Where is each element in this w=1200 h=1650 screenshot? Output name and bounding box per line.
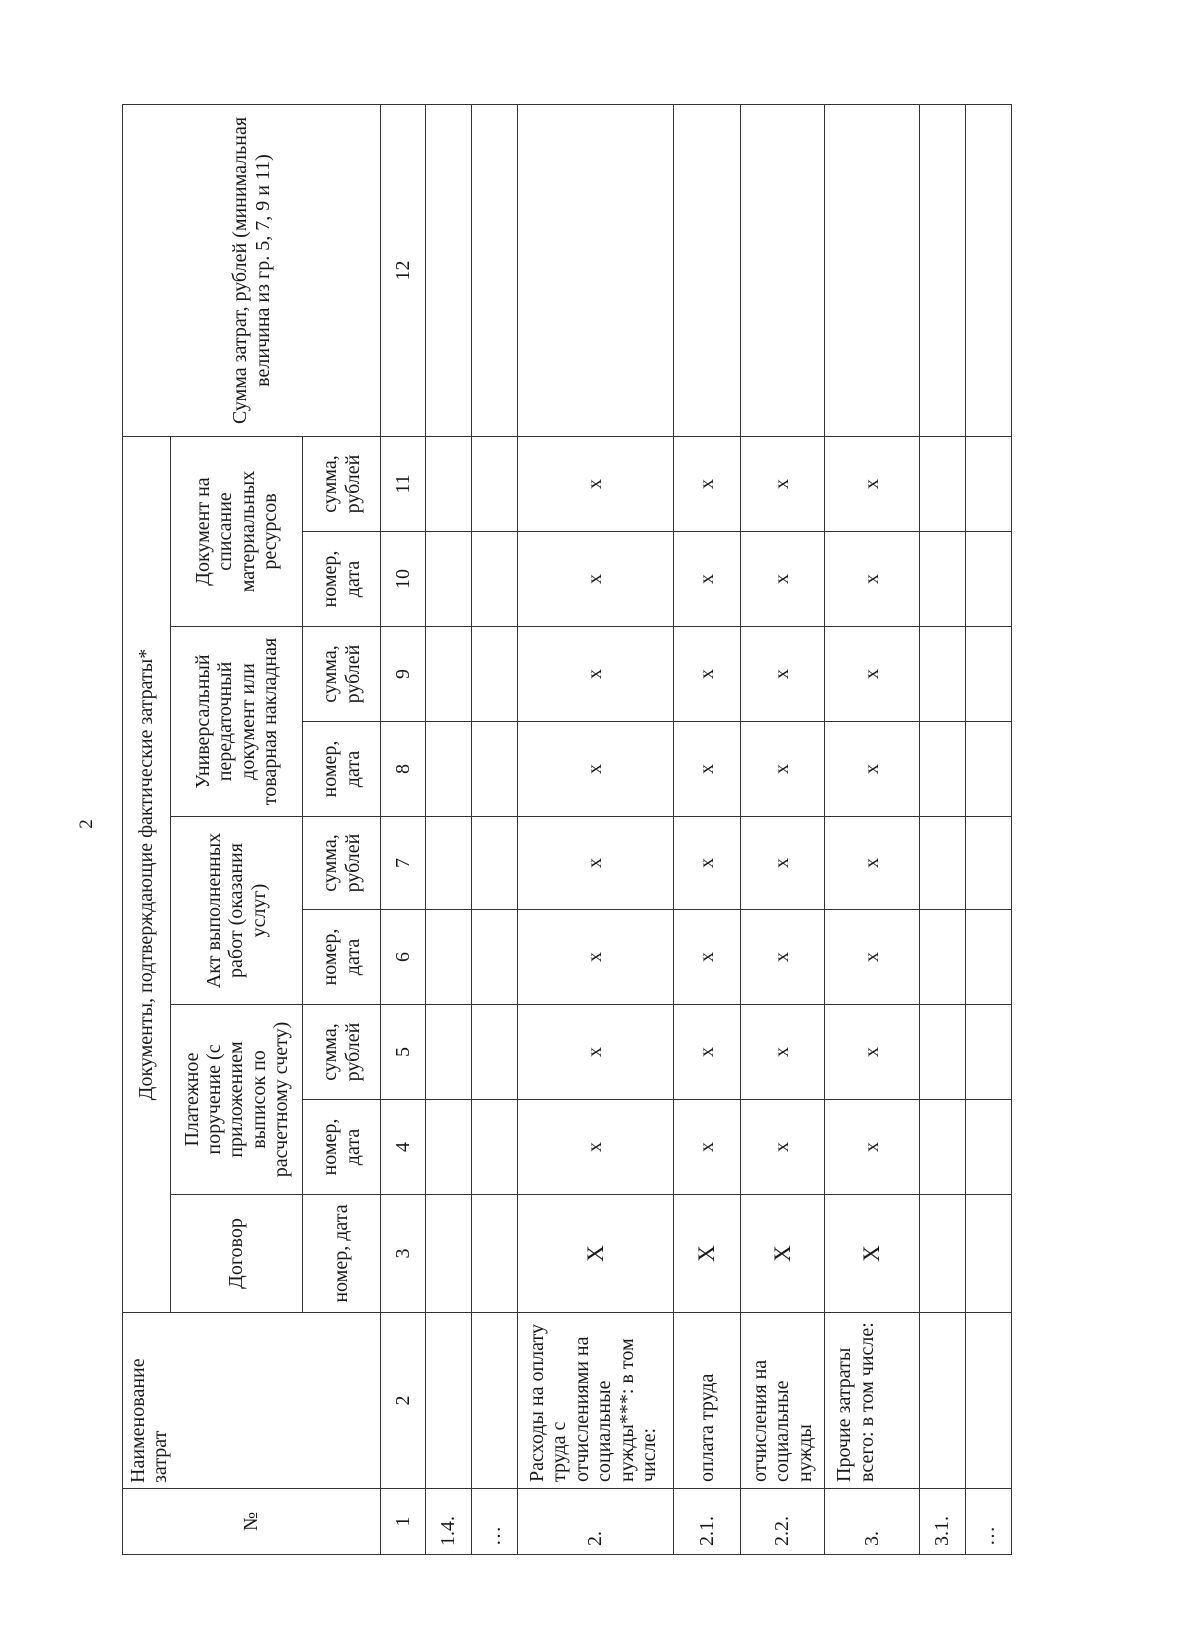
table-cell <box>472 104 518 436</box>
row-number: … <box>966 1489 1012 1555</box>
not-applicable-mark: Х <box>674 1195 741 1313</box>
column-number: 1 <box>381 1489 426 1555</box>
column-number: 7 <box>381 817 426 910</box>
not-applicable-mark: х <box>674 910 741 1005</box>
table-row <box>674 104 741 1554</box>
row-number: 2.2. <box>741 1489 825 1555</box>
table-cell <box>426 436 472 531</box>
table-cell <box>920 1100 966 1195</box>
column-number: 6 <box>381 910 426 1005</box>
table-cell <box>966 627 1012 722</box>
header-documents-group: Документы, подтверждающие фактические затраты* <box>123 436 171 1312</box>
subheader-upd-number-date: номер, дата <box>303 722 381 817</box>
table-cell <box>674 104 741 436</box>
row-number: 2. <box>518 1489 674 1555</box>
table-cell <box>472 1100 518 1195</box>
not-applicable-mark: х <box>741 1005 825 1100</box>
subheader-act-number-date: номер, дата <box>303 910 381 1005</box>
not-applicable-mark: х <box>518 627 674 722</box>
not-applicable-mark: х <box>741 817 825 910</box>
column-number: 8 <box>381 722 426 817</box>
not-applicable-mark: х <box>674 1100 741 1195</box>
row-number: 1.4. <box>426 1489 472 1555</box>
table-cell <box>920 722 966 817</box>
cost-documents-table <box>122 104 1012 1555</box>
not-applicable-mark: х <box>741 436 825 531</box>
column-number: 2 <box>381 1313 426 1489</box>
row-cost-name <box>920 1313 966 1489</box>
table-cell <box>920 532 966 627</box>
header-work-act: Акт выполненных работ (оказания услуг) <box>171 817 303 1005</box>
subheader-payment-sum: сумма, рублей <box>303 1005 381 1100</box>
not-applicable-mark: х <box>518 1005 674 1100</box>
not-applicable-mark: х <box>518 722 674 817</box>
row-cost-name <box>472 1313 518 1489</box>
column-number: 10 <box>381 532 426 627</box>
header-transfer-document: Универсальный передаточный документ или товарная накладная <box>171 627 303 817</box>
not-applicable-mark: х <box>674 1005 741 1100</box>
table-cell <box>472 1005 518 1100</box>
header-payment-order: Платежное поручение (с приложением выписок по расчетному счету) <box>171 1005 303 1195</box>
not-applicable-mark: х <box>674 436 741 531</box>
subheader-act-sum: сумма, рублей <box>303 817 381 910</box>
table-cell <box>966 104 1012 436</box>
table-cell <box>966 817 1012 910</box>
subheader-writeoff-sum: сумма, рублей <box>303 436 381 531</box>
not-applicable-mark: х <box>825 627 920 722</box>
row-cost-name: Прочие затраты всего: в том числе: <box>825 1313 920 1489</box>
table-cell <box>426 1005 472 1100</box>
row-cost-name: оплата труда <box>674 1313 741 1489</box>
row-number: 3. <box>825 1489 920 1555</box>
subheader-upd-sum: сумма, рублей <box>303 627 381 722</box>
table-cell <box>426 722 472 817</box>
not-applicable-mark: х <box>825 532 920 627</box>
not-applicable-mark: Х <box>518 1195 674 1313</box>
table-row <box>966 104 1012 1554</box>
column-number: 9 <box>381 627 426 722</box>
table-cell <box>426 1195 472 1313</box>
table-cell <box>966 436 1012 531</box>
table-cell <box>426 817 472 910</box>
column-number: 11 <box>381 436 426 531</box>
table-cell <box>518 104 674 436</box>
not-applicable-mark: х <box>825 910 920 1005</box>
rotated-table-wrapper <box>122 105 1082 1555</box>
not-applicable-mark: х <box>741 1100 825 1195</box>
table-row <box>426 104 472 1554</box>
subheader-payment-number-date: номер, дата <box>303 1100 381 1195</box>
column-number: 4 <box>381 1100 426 1195</box>
table-cell <box>426 627 472 722</box>
table-cell <box>426 532 472 627</box>
row-number: 3.1. <box>920 1489 966 1555</box>
table-cell <box>825 104 920 436</box>
table-cell <box>966 1100 1012 1195</box>
not-applicable-mark: х <box>741 532 825 627</box>
not-applicable-mark: х <box>518 436 674 531</box>
table-cell <box>966 1005 1012 1100</box>
table-cell <box>966 532 1012 627</box>
table-cell <box>920 817 966 910</box>
not-applicable-mark: х <box>741 910 825 1005</box>
not-applicable-mark: х <box>741 722 825 817</box>
not-applicable-mark: х <box>674 722 741 817</box>
not-applicable-mark: х <box>825 436 920 531</box>
not-applicable-mark: Х <box>825 1195 920 1313</box>
not-applicable-mark: х <box>825 1100 920 1195</box>
table-row <box>741 104 825 1554</box>
row-cost-name <box>966 1313 1012 1489</box>
header-contract: Договор <box>171 1195 303 1313</box>
header-cost-name: Наименование затрат <box>123 1313 381 1489</box>
table-cell <box>920 436 966 531</box>
page-number: 2 <box>76 819 97 829</box>
table-row <box>518 104 674 1554</box>
not-applicable-mark: х <box>825 1005 920 1100</box>
table-cell <box>920 627 966 722</box>
row-number: 2.1. <box>674 1489 741 1555</box>
table-cell <box>472 436 518 531</box>
header-writeoff-document: Документ на списание материальных ресурсов <box>171 436 303 626</box>
table-cell <box>966 910 1012 1005</box>
table-cell <box>920 1005 966 1100</box>
row-cost-name: Расходы на оплату труда с отчислениями на социальные нужды***: в том числе: <box>518 1313 674 1489</box>
table-cell <box>472 722 518 817</box>
subheader-contract-number-date: номер, дата <box>303 1195 381 1313</box>
not-applicable-mark: х <box>518 1100 674 1195</box>
row-cost-name <box>426 1313 472 1489</box>
row-number: … <box>472 1489 518 1555</box>
subheader-writeoff-number-date: номер, дата <box>303 532 381 627</box>
table-cell <box>741 104 825 436</box>
not-applicable-mark: х <box>825 817 920 910</box>
table-cell <box>426 1100 472 1195</box>
column-number: 3 <box>381 1195 426 1313</box>
row-cost-name: отчисления на социальные нужды <box>741 1313 825 1489</box>
table-cell <box>920 104 966 436</box>
column-number: 5 <box>381 1005 426 1100</box>
header-number: № <box>123 1489 381 1555</box>
table-cell <box>920 1195 966 1313</box>
table-cell <box>966 722 1012 817</box>
not-applicable-mark: Х <box>741 1195 825 1313</box>
table-cell <box>472 627 518 722</box>
not-applicable-mark: х <box>825 722 920 817</box>
table-cell <box>472 817 518 910</box>
table-cell <box>472 1195 518 1313</box>
table-row <box>920 104 966 1554</box>
not-applicable-mark: х <box>518 532 674 627</box>
not-applicable-mark: х <box>518 910 674 1005</box>
table-row <box>472 104 518 1554</box>
table-cell <box>920 910 966 1005</box>
not-applicable-mark: х <box>674 532 741 627</box>
table-row <box>825 104 920 1554</box>
column-number: 12 <box>381 104 426 436</box>
table-cell <box>472 910 518 1005</box>
header-total-cost: Сумма затрат, рублей (минимальная величина из гр. 5, 7, 9 и 11) <box>123 104 381 436</box>
not-applicable-mark: х <box>674 817 741 910</box>
table-cell <box>472 532 518 627</box>
table-cell <box>426 910 472 1005</box>
table-cell <box>426 104 472 436</box>
table-cell <box>966 1195 1012 1313</box>
not-applicable-mark: х <box>674 627 741 722</box>
column-numbers-row <box>381 104 426 1554</box>
not-applicable-mark: х <box>741 627 825 722</box>
not-applicable-mark: х <box>518 817 674 910</box>
